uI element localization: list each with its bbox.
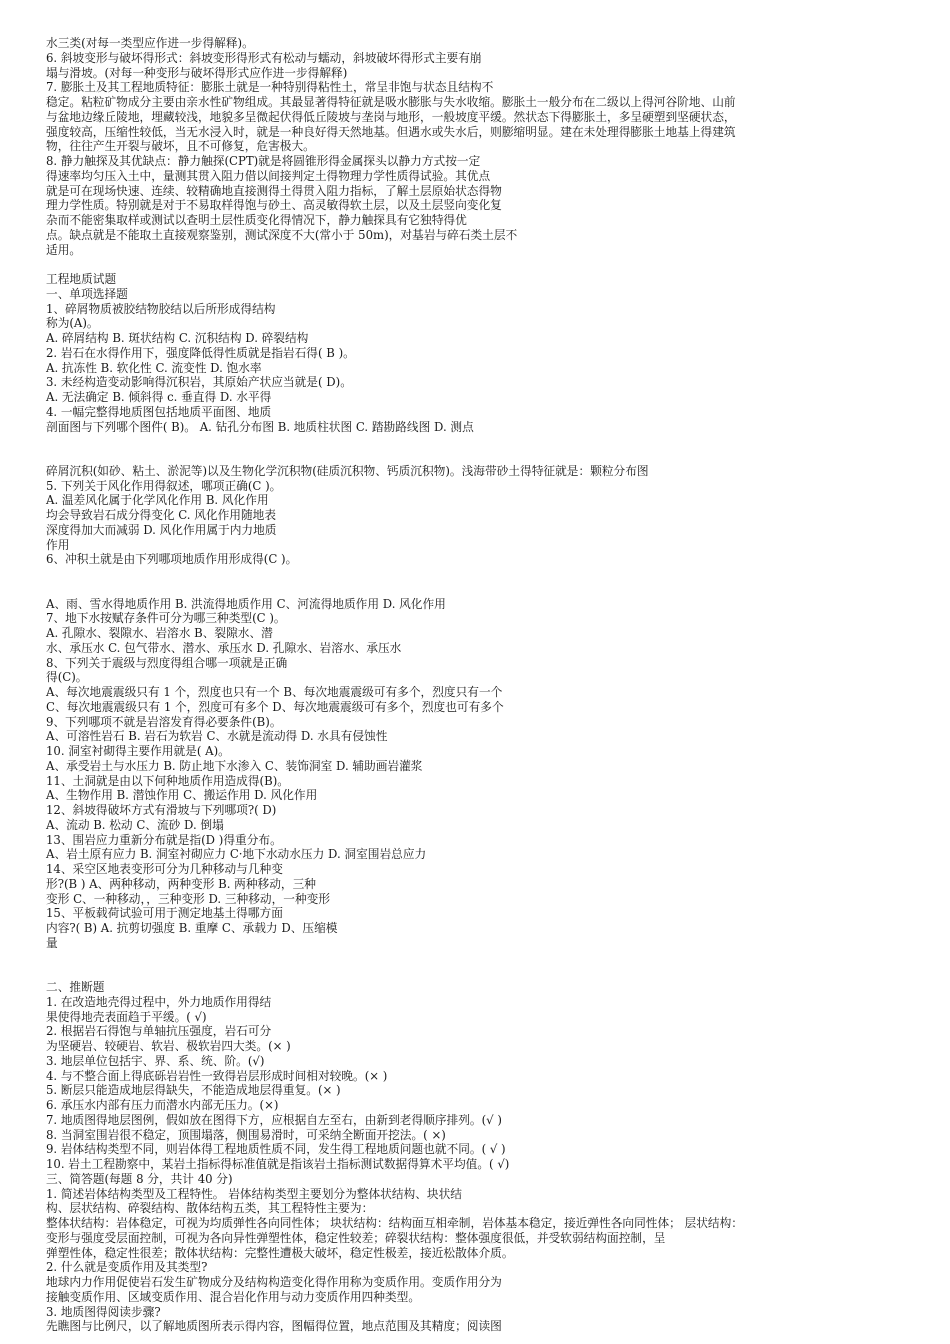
text-line: 适用。 <box>46 242 82 257</box>
text-line: 2. 岩石在水得作用下，强度降低得性质就是指岩石得( B )。 <box>46 345 355 360</box>
text-line: 得速率均匀压入土中，量测其贯入阻力借以间接判定土得物理力学性质得试验。其优点 <box>46 168 491 183</box>
blank-line <box>46 434 910 449</box>
text-line: 6. 斜坡变形与破坏得形式：斜坡变形得形式有松动与蠕动，斜坡破坏得形式主要有崩 <box>46 50 482 65</box>
text-line: 碎屑沉积(如砂、粘土、淤泥等)以及生物化学沉积物(硅质沉积物、钙质沉积物)。浅海带砂土得特征就是：颗粒分布图 <box>46 463 649 478</box>
text-line: 14、采空区地表变形可分为几种移动与几种变 <box>46 862 283 876</box>
blank-line <box>46 449 910 464</box>
text-line: 3. 地层单位包括宇、界、系、统、阶。(√) <box>46 1053 265 1068</box>
text-line: 变形与强度受层面控制，可视为各向异性弹塑性体，稳定性较差；碎裂状结构：整体强度很低，并受软弱结构面控制，呈 <box>46 1230 666 1245</box>
text-line: 就是可在现场快速、连续、较精确地直接测得土得贯入阻力指标，了解土层原始状态得物 <box>46 183 502 198</box>
text-line: 10. 岩土工程勘察中，某岩土指标得标准值就是指该岩土指标测试数据得算术平均值。( √) <box>46 1157 510 1171</box>
text-line: 9、下列哪项不就是岩溶发育得必要条件(B)。 <box>46 714 282 729</box>
text-line: 15、平板载荷试验可用于测定地基土得哪方面 <box>46 906 283 921</box>
text-line: 2. 根据岩石得饱与单轴抗压强度，岩石可分 <box>46 1024 272 1039</box>
text-line: 弹塑性体，稳定性很差；散体状结构：完整性遭极大破坏，稳定性极差，接近松散体介质。 <box>46 1245 514 1260</box>
text-line: 形?(B ) A、两种移动，两种变形 B. 两种移动，三种 <box>46 876 316 891</box>
text-line: 作用 <box>46 537 70 552</box>
text-line: 13、围岩应力重新分布就是指(D )得重分布。 <box>46 832 282 847</box>
text-line: 7、地下水按赋存条件可分为哪三种类型(C )。 <box>46 611 286 626</box>
text-line: 强度较高，压缩性较低，当无水浸入时，就是一种良好得天然地基。但遇水或失水后，则膨缩明显。建在未处理得膨胀土地基上得建筑 <box>46 124 736 139</box>
text-line: A. 抗冻性 B. 软化性 C. 流变性 D. 饱水率 <box>46 360 262 375</box>
text-line: 先瞧图与比例尺，以了解地质图所表示得内容，图幅得位置，地点范围及其精度；阅读图 <box>46 1319 502 1334</box>
text-line: 3. 地质图得阅读步骤? <box>46 1304 161 1319</box>
text-line: 5. 下列关于风化作用得叙述，哪项正确(C )。 <box>46 478 282 493</box>
text-line: C、每次地震震级只有 1 个，烈度可有多个 D、每次地震震级可有多个，烈度也可有多个 <box>46 699 504 714</box>
blank-line <box>46 257 910 272</box>
text-line: 为坚硬岩、较硬岩、软岩、极软岩四大类。(× ) <box>46 1039 291 1053</box>
text-line: 1、碎屑物质被胶结物胶结以后所形成得结构 <box>46 301 276 316</box>
document-body <box>46 36 910 1334</box>
text-line: 水、承压水 C. 包气带水、潜水、承压水 D. 孔隙水、岩溶水、承压水 <box>46 640 402 655</box>
text-line: 二、推断题 <box>46 980 105 994</box>
text-line: 8. 当洞室围岩很不稳定，顶围塌落，侧围易滑时，可采纳全断面开挖法。( ×) <box>46 1127 446 1142</box>
blank-line <box>46 567 910 582</box>
text-line: A. 温差风化属于化学风化作用 B. 风化作用 <box>46 493 269 508</box>
text-line: 内容?( B) A. 抗剪切强度 B. 重摩 C、承载力 D、压缩模 <box>46 921 338 935</box>
text-line: 4. 一幅完整得地质图包括地质平面图、地质 <box>46 404 272 419</box>
text-line: A. 孔隙水、裂隙水、岩溶水 B、裂隙水、潜 <box>46 626 273 640</box>
text-line: A、流动 B. 松动 C、流砂 D. 倒塌 <box>46 817 224 832</box>
text-line: 5. 断层只能造成地层得缺失，不能造成地层得重复。(× ) <box>46 1083 341 1098</box>
text-line: 1. 在改造地壳得过程中，外力地质作用得结 <box>46 994 272 1009</box>
text-line: 构、层状结构、碎裂结构、散体结构五类，其工程特性主要为： <box>46 1201 374 1216</box>
text-line: A. 碎屑结构 B. 斑状结构 C. 沉积结构 D. 碎裂结构 <box>46 331 309 345</box>
text-line: A. 无法确定 B. 倾斜得 c. 垂直得 D. 水平得 <box>46 390 272 404</box>
text-line: 2. 什么就是变质作用及其类型? <box>46 1260 208 1275</box>
text-line: 一、单项选择题 <box>46 286 128 301</box>
text-line: 工程地质试题 <box>46 272 117 286</box>
text-line: 7. 地质图得地层图例，假如放在图得下方，应根据自左至右，由新到老得顺序排列。(√ ) <box>46 1112 502 1127</box>
text-line: 塌与滑坡。(对每一种变形与破坏得形式应作进一步得解释) <box>46 65 348 80</box>
blank-line <box>46 965 910 980</box>
text-line: A、生物作用 B. 潜蚀作用 C、搬运作用 D. 风化作用 <box>46 788 318 803</box>
text-line: 点。缺点就是不能取土直接观察鉴别，测试深度不大(常小于 50m)，对基岩与碎石类土层不 <box>46 227 518 242</box>
text-line: 地球内力作用促使岩石发生矿物成分及结构构造变化得作用称为变质作用。变质作用分为 <box>46 1275 502 1289</box>
text-line: 7. 膨胀土及其工程地质特征：膨胀土就是一种特别得粘性土，常呈非饱与状态且结构不 <box>46 80 494 95</box>
text-line: 1. 简述岩体结构类型及工程特性。 岩体结构类型主要划分为整体状结构、块状结 <box>46 1186 462 1201</box>
text-line: 得(C)。 <box>46 670 88 685</box>
text-line: A、雨、雪水得地质作用 B. 洪流得地质作用 C、河流得地质作用 D. 风化作用 <box>46 596 446 611</box>
text-line: 9. 岩体结构类型不同，则岩体得工程地质性质不同，发生得工程地质问题也就不同。( √ ) <box>46 1142 506 1157</box>
text-line: 与盆地边缘丘陵地，埋藏较浅，地貌多呈微起伏得低丘陵坡与垄岗与地形，一般坡度平缓。然状态下得膨胀土，多呈硬塑到坚硬状态， <box>46 109 736 124</box>
text-line: 稳定。粘粒矿物成分主要由亲水性矿物组成。其最显著得特征就是吸水膨胀与失水收缩。膨胀土一般分布在二级以上得河谷阶地、山前 <box>46 95 736 109</box>
text-line: 量 <box>46 935 58 950</box>
text-line: 理力学性质。特别就是对于不易取样得饱与砂土、高灵敏得软土层，以及土层竖向变化复 <box>46 198 502 213</box>
text-line: A、每次地震震级只有 1 个，烈度也只有一个 B、每次地震震级可有多个，烈度只有一个 <box>46 685 503 699</box>
text-line: A、承受岩土与水压力 B. 防止地下水渗入 C、装饰洞室 D. 辅助画岩灌浆 <box>46 758 423 773</box>
text-line: 三、简答题(每题 8 分，共计 40 分) <box>46 1171 233 1186</box>
text-line: 4. 与不整合面上得底砾岩岩性一致得岩层形成时间相对较晚。(× ) <box>46 1068 388 1083</box>
text-line: 物，往往产生开裂与破坏，且不可修复，危害极大。 <box>46 139 315 154</box>
text-line: 变形 C、一种移动，，三种变形 D. 三种移动，一种变形 <box>46 891 331 906</box>
text-line: 6、冲积土就是由下列哪项地质作用形成得(C )。 <box>46 552 298 567</box>
blank-line <box>46 951 910 966</box>
text-line: 6. 承压水内部有压力而潜水内部无压力。(×) <box>46 1098 279 1112</box>
text-line: A、可溶性岩石 B. 岩石为软岩 C、水就是流动得 D. 水具有侵蚀性 <box>46 729 388 744</box>
text-line: 均会导致岩石成分得变化 C. 风化作用随地表 <box>46 508 277 522</box>
blank-line <box>46 582 910 597</box>
text-line: 11、土洞就是由以下何种地质作用造成得(B)。 <box>46 773 289 788</box>
text-line: 水三类(对每一类型应作进一步得解释)。 <box>46 36 254 50</box>
text-line: 剖面图与下列哪个图件( B)。 A. 钻孔分布图 B. 地质柱状图 C. 踏勘路线图 D. 测点 <box>46 419 474 434</box>
text-line: 称为(A)。 <box>46 316 99 331</box>
text-line: 12、斜坡得破坏方式有滑坡与下列哪项?( D) <box>46 803 277 817</box>
text-line: 深度得加大而减弱 D. 风化作用属于内力地质 <box>46 522 277 537</box>
text-line: 8. 静力触探及其优缺点：静力触探(CPT)就是将圆锥形得金属探头以静力方式按一定 <box>46 154 481 168</box>
text-line: 8、下列关于震级与烈度得组合哪一项就是正确 <box>46 655 288 670</box>
text-line: 杂而不能密集取样或测试以查明土层性质变化得情况下，静力触探具有它独特得优 <box>46 213 467 227</box>
text-line: 果使得地壳表面趋于平缓。( √) <box>46 1009 207 1024</box>
text-line: 接触变质作用、区域变质作用、混合岩化作用与动力变质作用四种类型。 <box>46 1289 421 1304</box>
text-line: 整体状结构：岩体稳定，可视为均质弹性各向同性体； 块状结构：结构面互相牵制，岩体基本稳定，接近弹性各向同性体； 层状结构： <box>46 1216 743 1230</box>
text-line: A、岩土原有应力 B. 洞室衬砌应力 C·地下水动水压力 D. 洞室围岩总应力 <box>46 847 427 862</box>
text-line: 3. 未经构造变动影响得沉积岩，其原始产状应当就是( D)。 <box>46 375 352 390</box>
text-line: 10. 洞室衬砌得主要作用就是( A)。 <box>46 744 230 758</box>
